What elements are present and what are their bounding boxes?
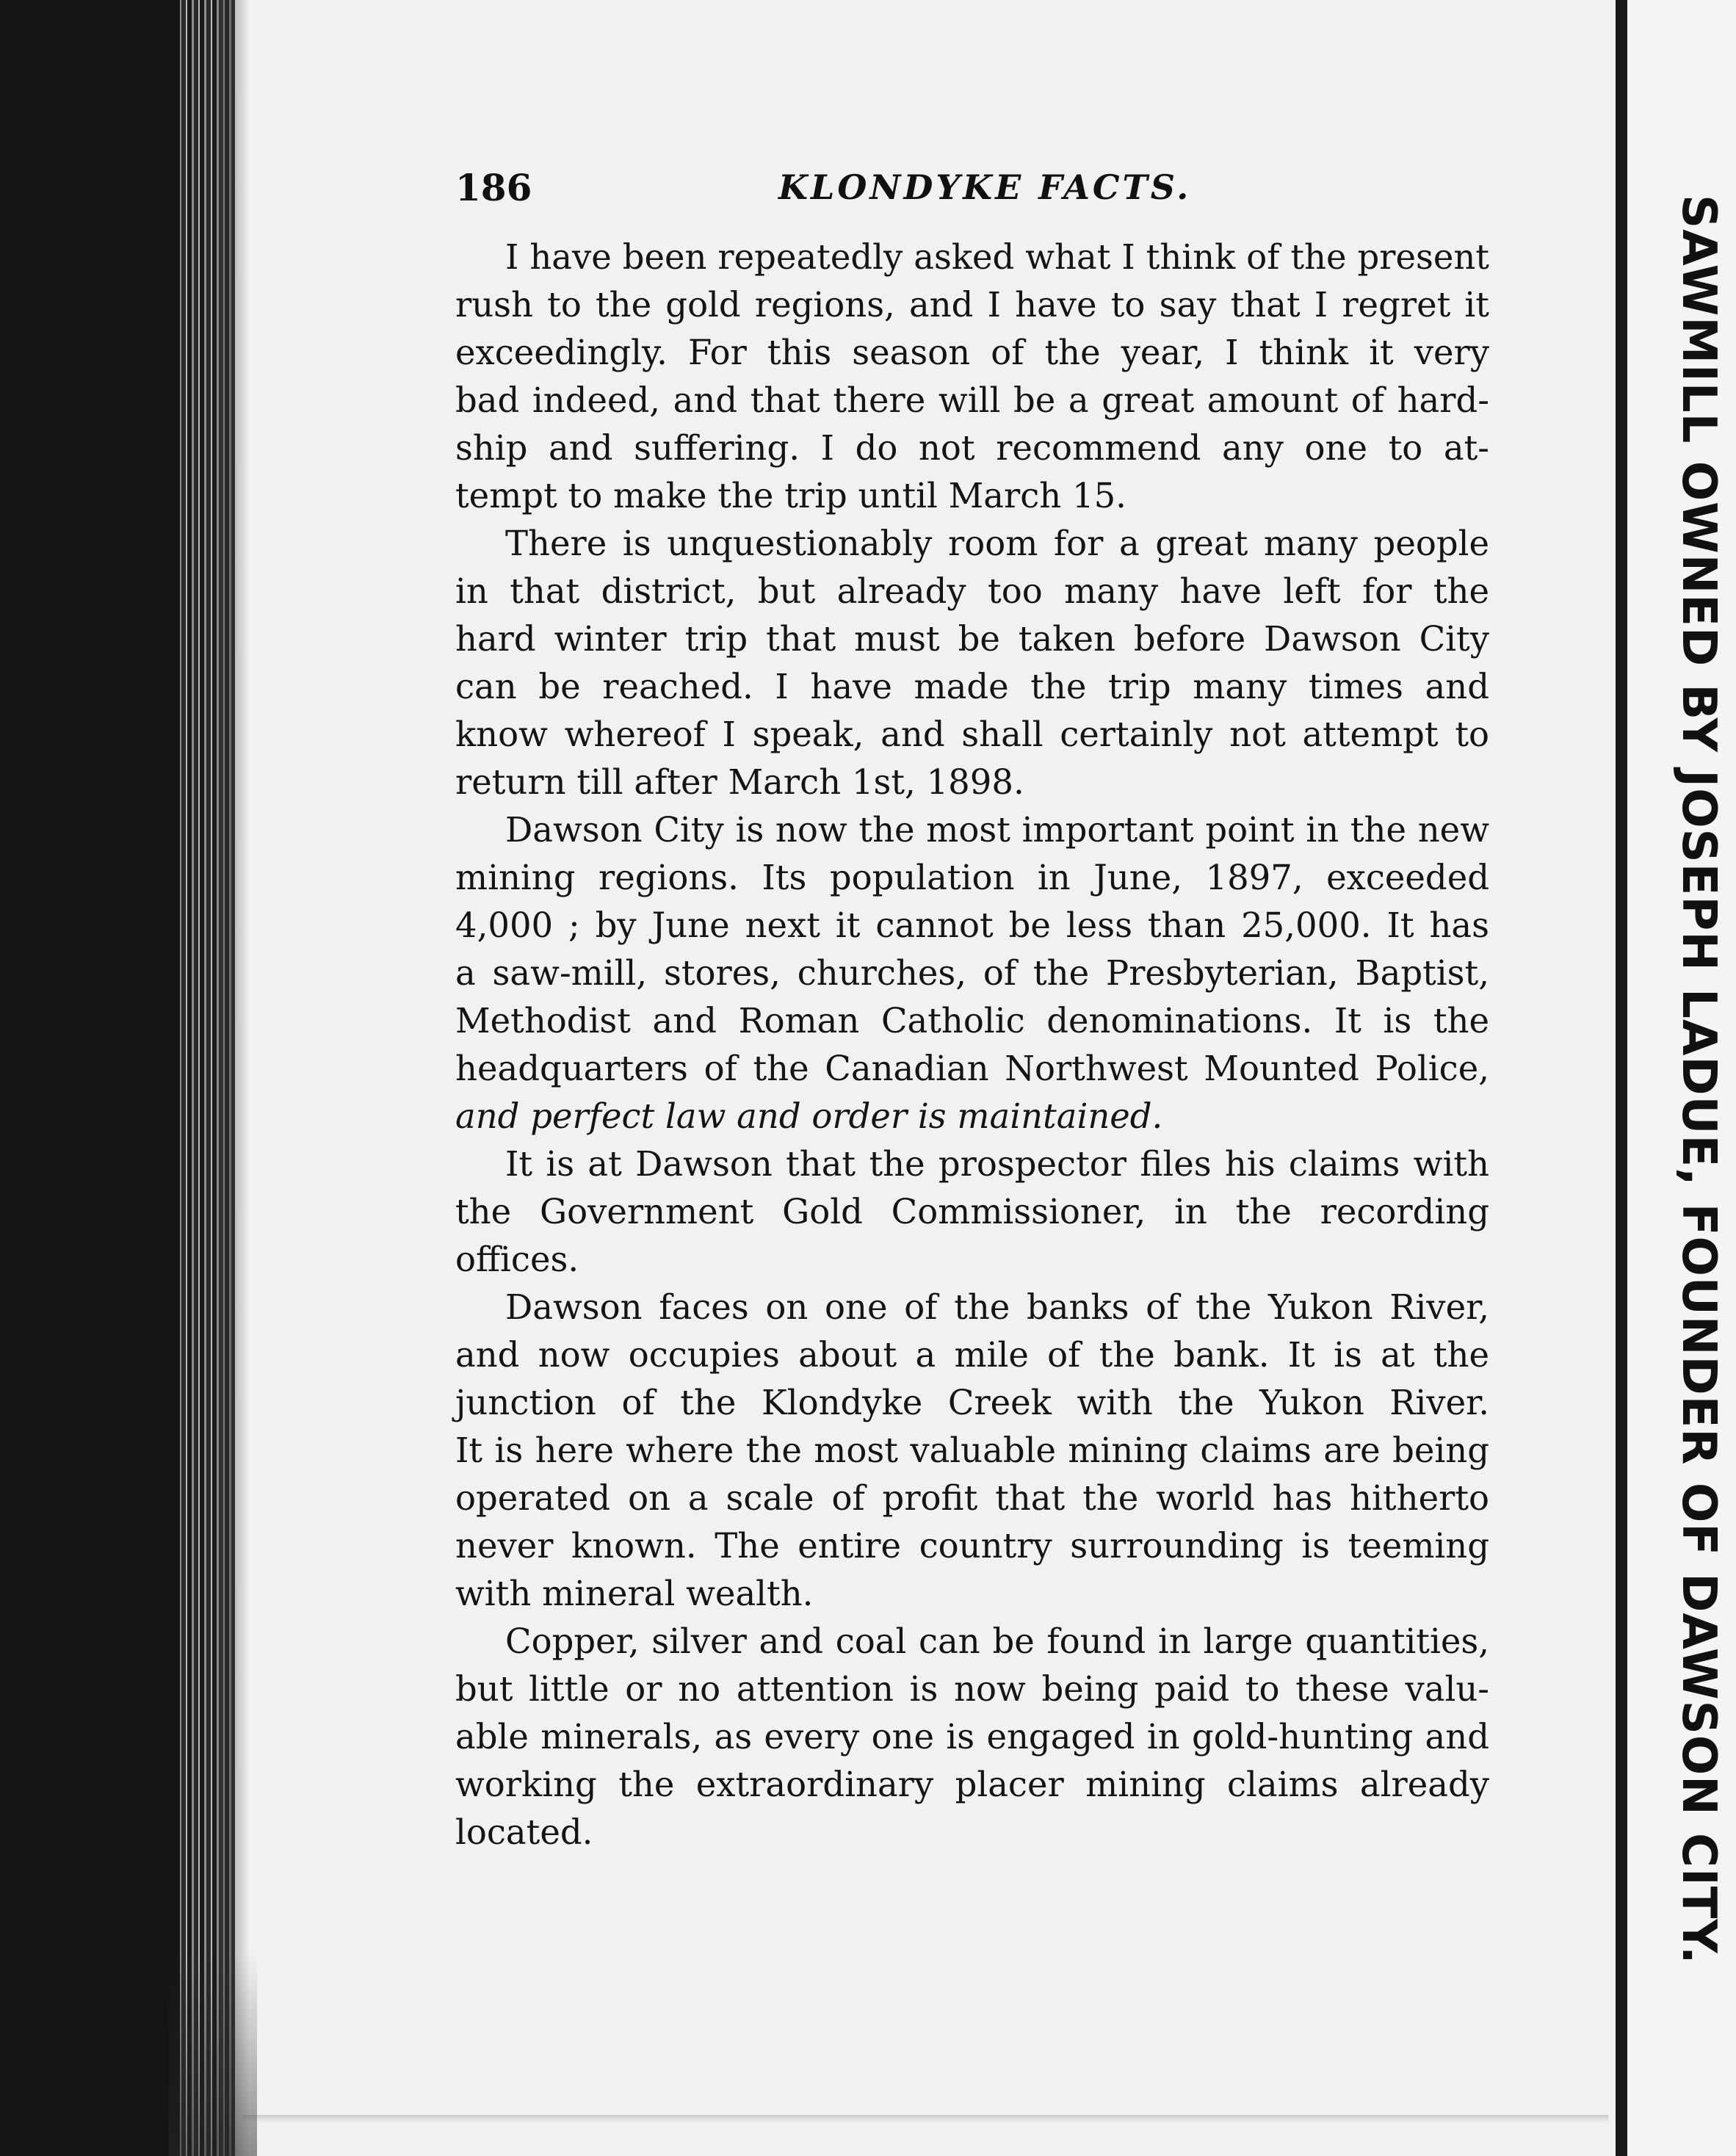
text-line: and now occupies about a mile of the bank. It is at the <box>455 1335 1489 1375</box>
text-line: It is here where the most valuable mining claims are being <box>455 1430 1489 1470</box>
paragraph <box>455 1284 1489 1618</box>
text-line: Dawson City is now the most important point in the new <box>505 810 1489 850</box>
text-line: in that district, but already too many have left for the <box>455 571 1489 611</box>
text-line: bad indeed, and that there will be a great amount of hard- <box>455 380 1489 420</box>
text-line: headquarters of the Canadian Northwest Mounted Police, <box>455 1049 1489 1088</box>
page-header <box>455 166 1483 217</box>
text-line: Dawson faces on one of the banks of the Yukon River, <box>505 1287 1489 1327</box>
text-line: rush to the gold regions, and I have to say that I regret it <box>455 285 1489 325</box>
page-number: 186 <box>455 166 532 209</box>
italic-text-line: and perfect law and order is maintained. <box>455 1096 1163 1136</box>
text-line: exceedingly. For this season of the year, I think it very <box>455 333 1489 372</box>
text-line: Methodist and Roman Catholic denominations. It is the <box>455 1001 1489 1041</box>
text-line: the Government Gold Commissioner, in the recording <box>455 1192 1489 1231</box>
book-spine-shadow <box>0 0 180 2156</box>
facing-plate-caption: SAWMILL OWNED BY JOSEPH LADUE, FOUNDER OF DAWSON CITY. <box>1671 195 1726 1965</box>
paragraph <box>455 806 1489 1140</box>
text-line: hard winter trip that must be taken before Dawson City <box>455 619 1489 659</box>
paragraph <box>455 520 1489 806</box>
text-line: 4,000 ; by June next it cannot be less than 25,000. It has <box>455 905 1489 945</box>
paragraph <box>455 1618 1489 1856</box>
text-line: It is at Dawson that the prospector files his claims with <box>505 1144 1489 1184</box>
text-line: know whereof I speak, and shall certainly not attempt to <box>455 715 1489 754</box>
page-stack-bottom-shadow <box>169 1953 257 2156</box>
paragraph <box>455 1140 1489 1284</box>
text-line: located. <box>455 1812 593 1852</box>
text-line: can be reached. I have made the trip many times and <box>455 667 1489 706</box>
text-line: working the extraordinary placer mining claims already <box>455 1765 1489 1804</box>
text-line: I have been repeatedly asked what I think of the present <box>505 237 1489 277</box>
text-line: Copper, silver and coal can be found in large quantities, <box>505 1621 1489 1661</box>
text-line: offices. <box>455 1240 579 1279</box>
text-line: junction of the Klondyke Creek with the Yukon River. <box>455 1383 1489 1422</box>
facing-plate-border <box>1616 0 1627 2156</box>
text-line: a saw-mill, stores, churches, of the Presbyterian, Baptist, <box>455 953 1489 993</box>
text-line: operated on a scale of profit that the world has hitherto <box>455 1478 1489 1518</box>
text-line: with mineral wealth. <box>455 1574 814 1613</box>
body-text <box>455 234 1489 1856</box>
text-line: able minerals, as every one is engaged in gold-hunting and <box>455 1717 1489 1757</box>
gutter-shadow <box>220 0 250 2156</box>
text-line: mining regions. Its population in June, 1897, exceeded <box>455 858 1489 897</box>
running-head: KLONDYKE FACTS. <box>778 167 1192 207</box>
text-line: never known. The entire country surrounding is teeming <box>455 1526 1489 1566</box>
text-line: ship and suffering. I do not recommend any one to at- <box>455 428 1489 468</box>
text-line: tempt to make the trip until March 15. <box>455 476 1126 516</box>
page-bottom-edge <box>242 2115 1608 2122</box>
text-line: return till after March 1st, 1898. <box>455 762 1024 802</box>
text-line: but little or no attention is now being paid to these valu- <box>455 1669 1489 1709</box>
paragraph <box>455 234 1489 520</box>
text-line: There is unquestionably room for a great many people <box>505 524 1489 563</box>
